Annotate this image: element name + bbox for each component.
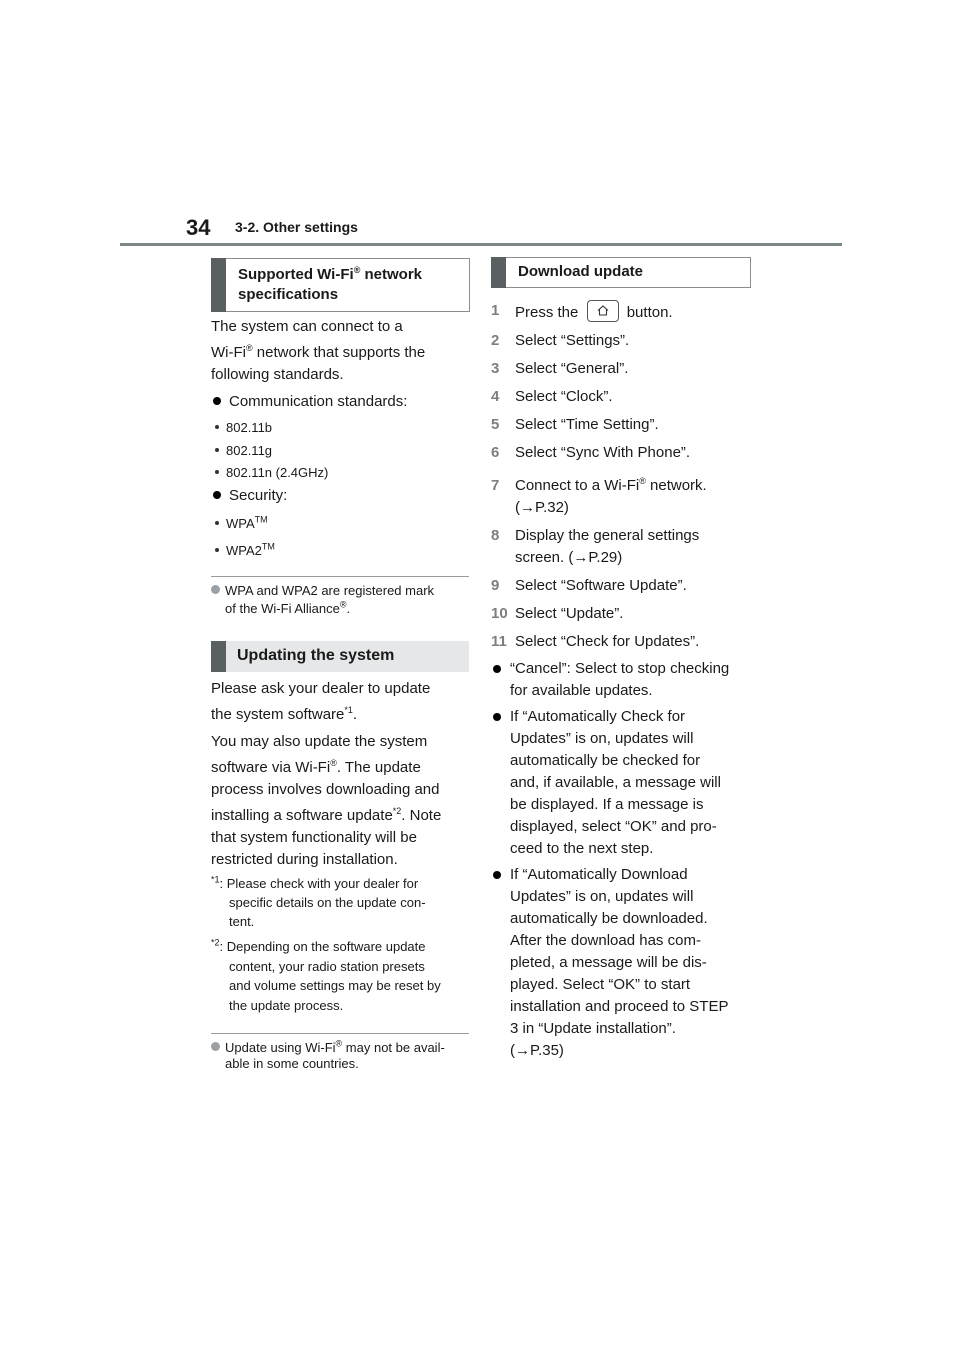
footnote-ref: *1: [344, 705, 353, 715]
text-line: automatically be checked for: [510, 752, 701, 769]
step-text: screen. (→P.29): [515, 549, 623, 566]
heading-bar: [211, 258, 226, 312]
auto-check-bullet: [491, 706, 751, 860]
step-11: [491, 631, 751, 653]
heading-text: Updating the system: [237, 647, 395, 664]
text-line: Updates” is on, updates will: [510, 888, 694, 905]
text-span: Wi-Fi: [211, 344, 246, 361]
text-line: The system can connect to a: [211, 318, 403, 335]
text-span: . The update: [336, 759, 421, 776]
text-line: for available updates.: [510, 682, 653, 699]
section-title: 3-2. Other settings: [235, 219, 358, 235]
note-text: able in some countries.: [225, 1056, 359, 1071]
footnote-text: and volume settings may be reset by: [229, 978, 441, 993]
text-line: and, if available, a message will: [510, 774, 721, 791]
step-text: Select “Check for Updates”.: [515, 633, 700, 650]
heading-bar: [211, 641, 226, 672]
trademark-mark: TM: [261, 541, 275, 552]
step-number: 9: [491, 577, 500, 594]
footnote-text: content, your radio station presets: [229, 958, 425, 974]
note-text: of the Wi-Fi Alliance: [225, 601, 340, 616]
text-span: software via Wi-Fi: [211, 759, 331, 776]
text-line: be displayed. If a message is: [510, 796, 704, 813]
home-icon: [587, 300, 619, 322]
comm-list-item: [215, 442, 272, 460]
step-number: 4: [491, 388, 500, 405]
note-divider: [211, 1033, 469, 1034]
text-line: You may also update the system: [211, 733, 428, 750]
text-line: automatically be downloaded.: [510, 910, 708, 927]
step-text: button.: [626, 304, 673, 321]
sub-bullet-icon: [215, 448, 219, 452]
text-line: following standards.: [211, 366, 344, 383]
text-line: ceed to the next step.: [510, 840, 654, 857]
page-reference: (→P.35): [510, 1042, 564, 1059]
wifi-spec-heading: [211, 258, 470, 312]
footnote-text: the update process.: [229, 997, 344, 1013]
bullet-label: Communication standards:: [229, 393, 408, 410]
registered-mark: ®: [330, 758, 337, 768]
list-item-text: WPA2: [226, 543, 262, 558]
registered-mark: ®: [245, 343, 253, 353]
note-text: Update using Wi-Fi: [225, 1040, 336, 1055]
header-rule: [120, 243, 842, 246]
download-update-heading: [491, 257, 751, 288]
footnote-text: tent.: [229, 914, 255, 929]
text-span: network that supports the: [252, 344, 426, 361]
page-reference: (→P.32): [515, 499, 569, 516]
step-item: [491, 386, 751, 408]
text-line: If “Automatically Check for: [510, 708, 686, 725]
step-number: 6: [491, 444, 500, 461]
sub-bullet-icon: [215, 548, 219, 552]
registered-mark: ®: [639, 476, 646, 486]
step-text: Select “Software Update”.: [515, 577, 687, 594]
step-text: Select “Sync With Phone”.: [515, 444, 691, 461]
step-text: Select “Settings”.: [515, 332, 630, 349]
footnote-text: : Depending on the software update: [219, 939, 426, 954]
text-line: played. Select “OK” to start: [510, 976, 691, 993]
step-number: 10: [491, 605, 508, 622]
text-span: installing a software update: [211, 807, 393, 824]
step-number: 7: [491, 477, 500, 494]
note-icon: [211, 585, 220, 594]
text-line: pleted, a message will be dis-: [510, 954, 707, 971]
list-item-text: 802.11b: [226, 420, 273, 435]
step-9: [491, 575, 751, 597]
sub-bullet-icon: [215, 425, 219, 429]
bullet-icon: [493, 871, 501, 879]
step-item: [491, 442, 751, 464]
note-text: WPA and WPA2 are registered mark: [225, 583, 435, 598]
step-number: 8: [491, 527, 500, 544]
comm-list-item: [215, 419, 272, 437]
step-text: Select “Clock”.: [515, 388, 613, 405]
text-line: 3 in “Update installation”.: [510, 1020, 676, 1037]
text-line: Updates” is on, updates will: [510, 730, 694, 747]
text-line: installation and proceed to STEP: [510, 998, 729, 1015]
step-text: Select “Time Setting”.: [515, 416, 659, 433]
text-span: . Note: [401, 807, 442, 824]
heading-text: network: [360, 266, 423, 283]
updating-system-heading: [211, 641, 469, 672]
text-line: process involves downloading and: [211, 781, 440, 798]
sub-bullet-icon: [215, 521, 219, 525]
text-line: Please ask your dealer to update: [211, 680, 431, 697]
footnote-ref: *2: [392, 806, 402, 816]
footnote-1: [211, 874, 473, 931]
step-text: Display the general settings: [515, 527, 700, 544]
registered-mark: ®: [335, 1038, 343, 1049]
text-line: If “Automatically Download: [510, 866, 688, 883]
bullet-label: Security:: [229, 487, 288, 504]
step-number: 11: [491, 633, 507, 650]
security-list-item: [215, 515, 268, 533]
heading-text: Supported Wi-Fi: [238, 266, 354, 283]
text-line: After the download has com-: [510, 932, 701, 949]
list-item-text: 802.11g: [226, 443, 273, 458]
heading-bar: [491, 257, 506, 288]
heading-text: specifications: [238, 286, 339, 303]
bullet-icon: [213, 491, 221, 499]
text-line: restricted during installation.: [211, 851, 398, 868]
note-text: .: [346, 601, 351, 616]
step-text: Select “Update”.: [515, 605, 624, 622]
update-intro-paragraph: [211, 678, 473, 871]
step-item: [491, 330, 751, 352]
auto-download-bullet: [491, 864, 751, 1062]
note-divider: [211, 576, 469, 577]
note-text: may not be avail-: [342, 1040, 445, 1055]
comm-list-item: [215, 464, 328, 482]
step-text: Press the: [515, 304, 579, 321]
step-item: [491, 414, 751, 436]
text-line: “Cancel”: Select to stop checking: [510, 660, 730, 677]
step-number: 5: [491, 416, 500, 433]
note-icon: [211, 1042, 220, 1051]
footnote-2: [211, 937, 473, 1015]
footnote-mark: *2: [211, 937, 220, 948]
step-number: 1: [491, 302, 500, 319]
heading-text: Download update: [518, 263, 643, 280]
intro-paragraph: [211, 316, 471, 386]
comm-standards-bullet: [213, 391, 471, 413]
step-7: [491, 475, 751, 519]
bullet-icon: [493, 713, 501, 721]
step-text: network.: [645, 477, 707, 494]
trademark-note: [211, 582, 471, 618]
footnote-text: : Please check with your dealer for: [219, 876, 419, 891]
bullet-icon: [493, 665, 501, 673]
list-item-text: 802.11n (2.4GHz): [226, 465, 329, 480]
footnote-text: specific details on the update con-: [229, 895, 426, 910]
step-1: [491, 300, 751, 324]
trademark-mark: TM: [254, 514, 268, 525]
security-bullet: [213, 485, 287, 507]
security-list-item: [215, 542, 275, 560]
sub-bullet-icon: [215, 470, 219, 474]
wifi-availability-note: [211, 1040, 473, 1072]
footnote-mark: *1: [211, 874, 220, 885]
text-span: the system software: [211, 706, 345, 723]
text-span: .: [352, 706, 358, 723]
list-item-text: WPA: [226, 516, 255, 531]
page-number: 34: [186, 215, 211, 240]
step-8: [491, 525, 751, 569]
step-number: 3: [491, 360, 500, 377]
step-10: [491, 603, 751, 625]
bullet-icon: [213, 397, 221, 405]
registered-mark: ®: [353, 265, 361, 275]
text-line: displayed, select “OK” and pro-: [510, 818, 717, 835]
registered-mark: ®: [339, 599, 347, 610]
text-line: that system functionality will be: [211, 829, 417, 846]
cancel-bullet: [491, 658, 751, 702]
step-text: Select “General”.: [515, 360, 629, 377]
step-text: Connect to a Wi-Fi: [515, 477, 640, 494]
step-item: [491, 358, 751, 380]
step-number: 2: [491, 332, 500, 349]
